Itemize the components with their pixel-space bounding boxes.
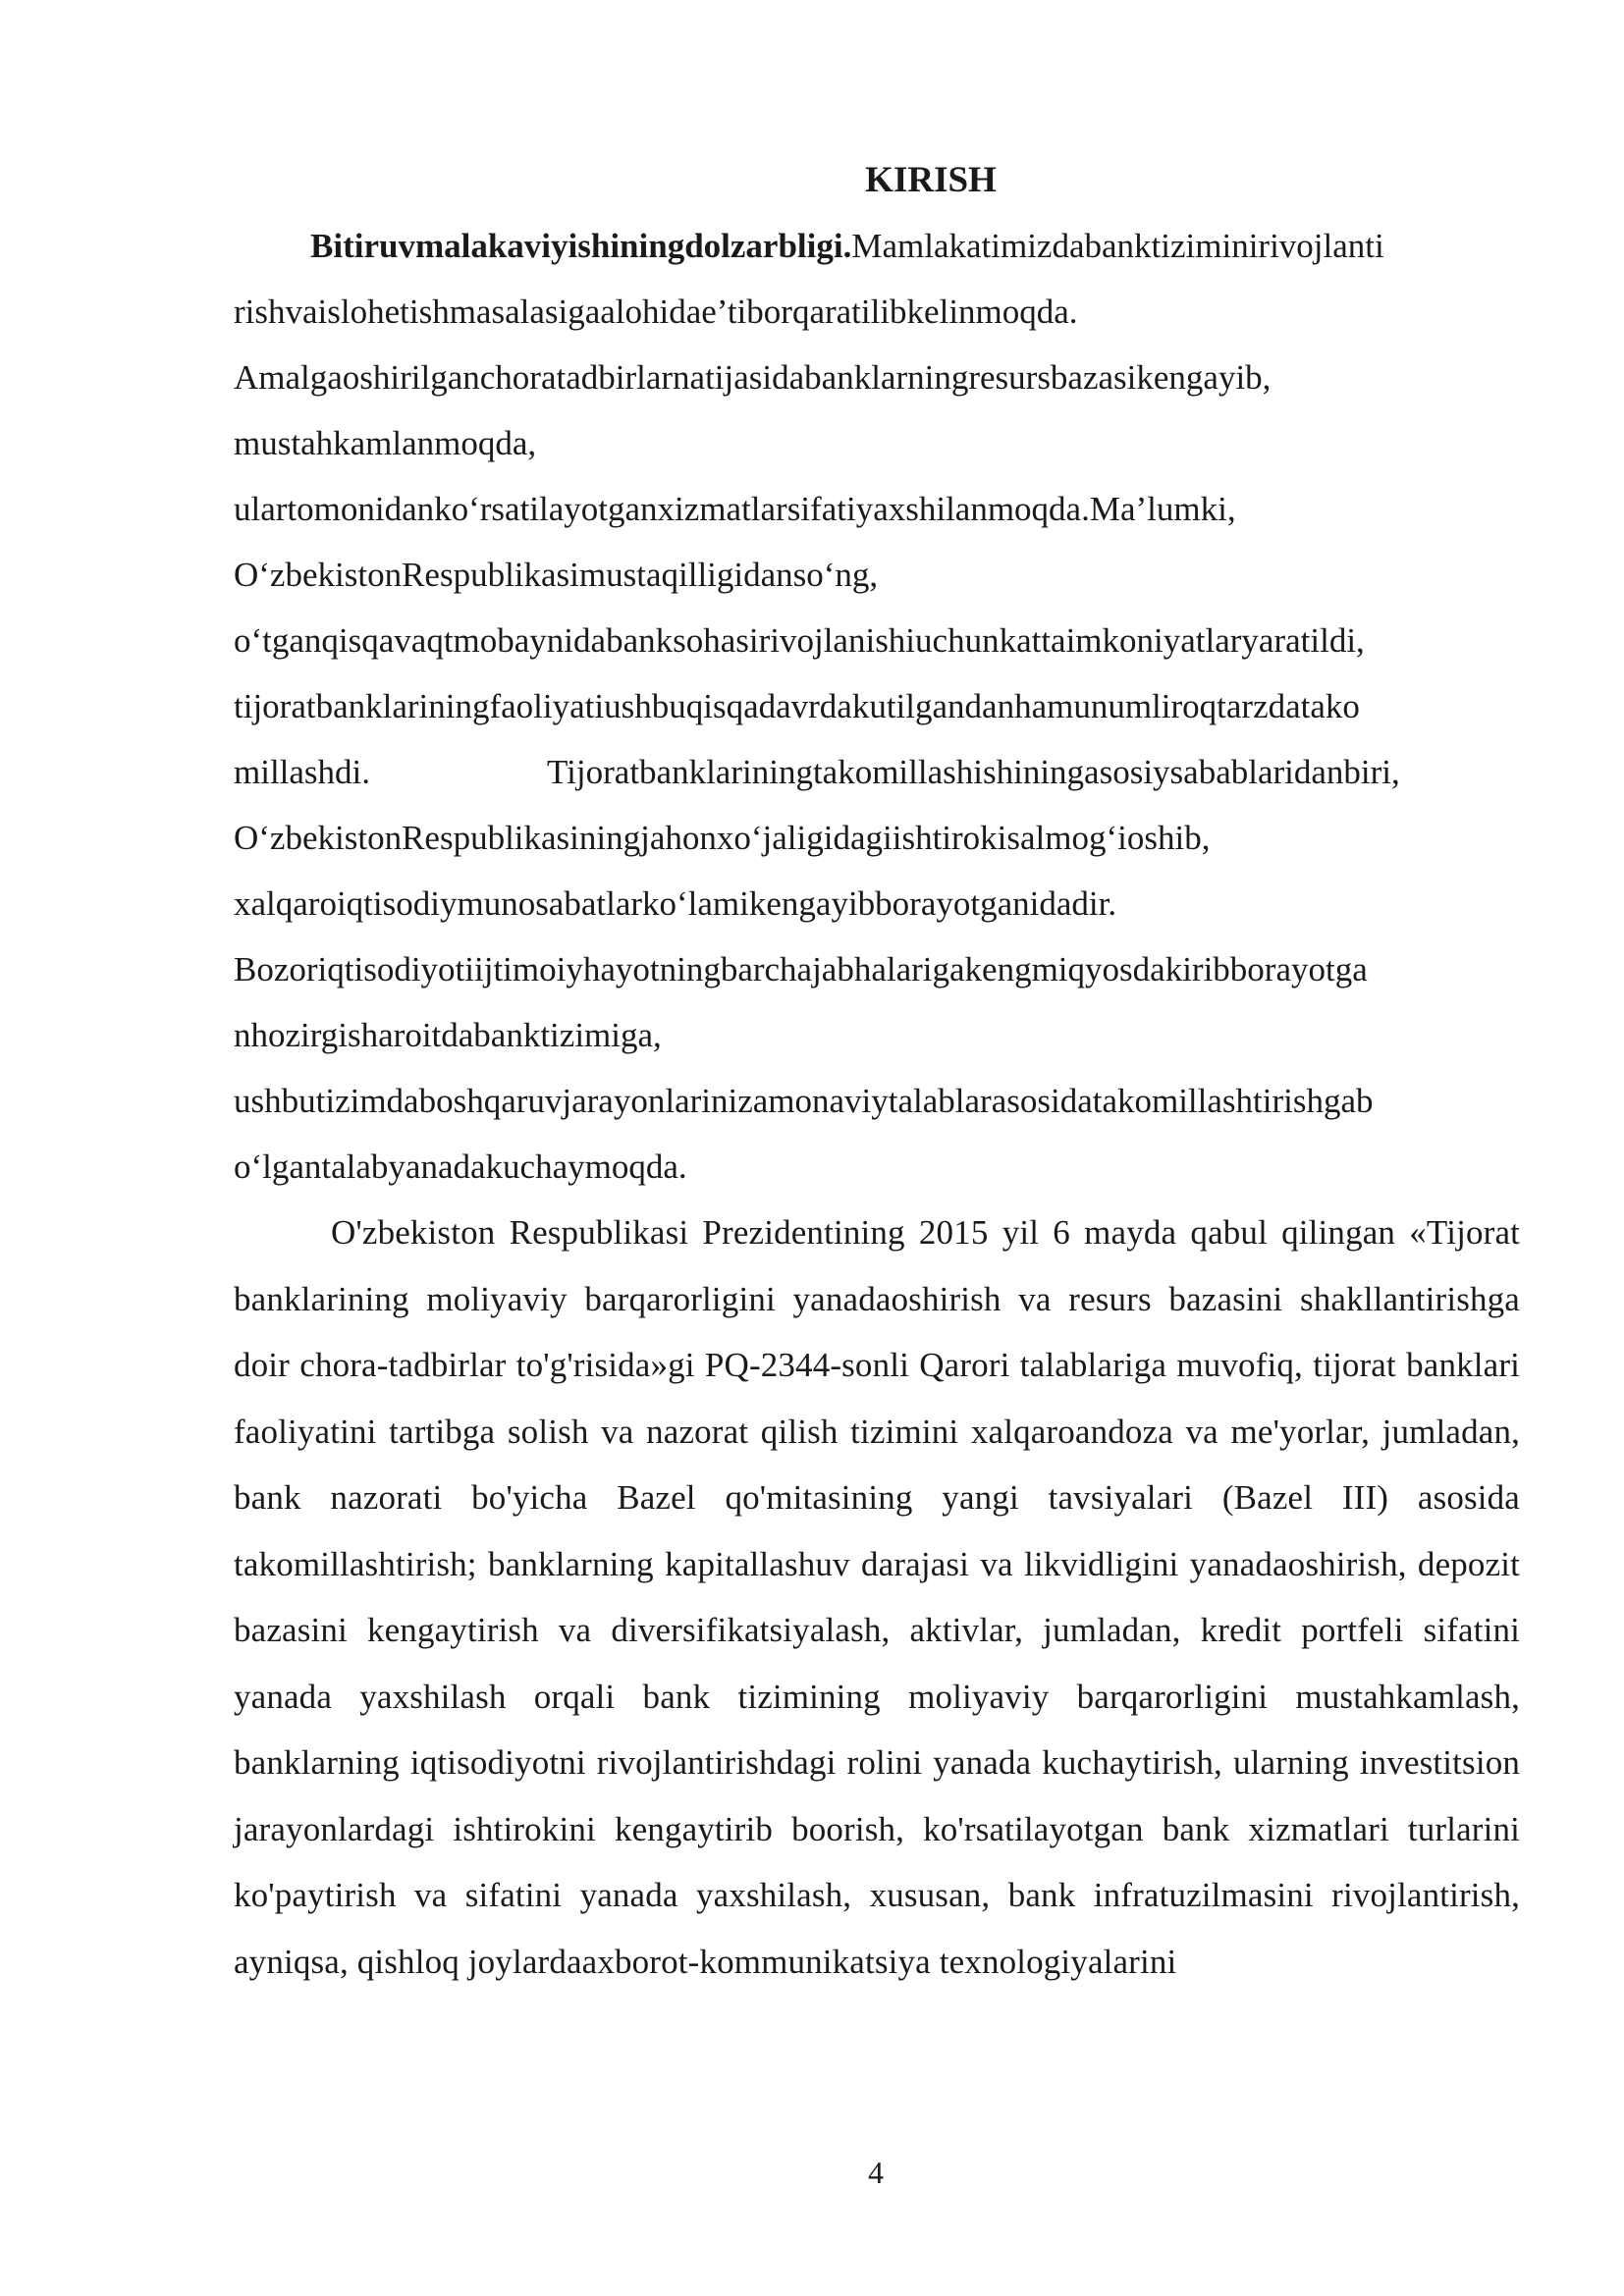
paragraph-lead: Bitiruvmalakaviyishiningdolzarbligi. bbox=[310, 227, 852, 265]
paragraph-line: xalqaroiqtisodiymunosabatlarko‘lamikengayibborayotganidadir. bbox=[234, 884, 1117, 923]
decree-paragraph: O'zbekiston Respublikasi Prezidentining 2015 yil 6 mayda qabul qilingan «Tijorat banklarining moliyaviy barqarorligini yanadaoshirish va resurs bazasini shakllantirishga doir chora-tadbirlar to'g'risida»gi PQ-2344-sonli Qarori talablariga muvofiq, tijorat banklari faoliyatini tartibga solish va nazorat qilish tizimini xalqaroandoza va me'yorlar, jumladan, bank nazorati bo'yicha Bazel qo'mitasining yangi tavsiyalari (Bazel III) asosida takomillashtirish; banklarning kapitallashuv darajasi va likvidligini yanadaoshirish, depozit bazasini kengaytirish va diversifikatsiyalash, aktivlar, jumladan, kredit portfeli sifatini yanada yaxshilash orqali bank tizimining moliyaviy barqarorligini mustahkamlash, banklarning iqtisodiyotni rivojlantirishdagi rolini yanada kuchaytirish, ularning investitsion jarayonlardagi ishtirokini kengaytirib boorish, ko'rsatilayotgan bank xizmatlari turlarini ko'paytirish va sifatini yanada yaxshilash, xususan, bank infratuzilmasini rivojlantirish, ayniqsa, qishloq joylardaaxborot-kommunikatsiya texnologiyalarini bbox=[234, 1213, 1520, 1981]
paragraph-line: nhozirgisharoitdabanktizimiga, bbox=[234, 1016, 662, 1054]
paragraph-line: mustahkamlanmoqda, bbox=[234, 424, 537, 462]
paragraph-line: ulartomonidanko‘rsatilayotganxizmatlarsifatiyaxshilanmoqda.Ma’lumki, bbox=[234, 490, 1236, 528]
intro-paragraph bbox=[234, 213, 1520, 1200]
paragraph-line: Amalgaoshirilganchoratadbirlarnatijasidabanklarningresursbazasikengayib, bbox=[234, 358, 1272, 397]
paragraph-line: O‘zbekistonRespublikasimustaqilligidanso‘ng, bbox=[234, 556, 879, 594]
paragraph-line: Bozoriqtisodiyotiijtimoiyhayotningbarchajabhalarigakengmiqyosdakiribborayotga bbox=[234, 950, 1368, 988]
page-number: 4 bbox=[868, 2155, 884, 2190]
page-heading: KIRISH bbox=[865, 160, 997, 200]
paragraph-line: O‘zbekistonRespublikasiningjahonxo‘jaligidagiishtirokisalmog‘ioshib, bbox=[234, 819, 1211, 857]
paragraph-line: Tijoratbanklariningtakomillashishiningasosiysabablaridanbiri, bbox=[547, 753, 1400, 791]
paragraph-line: rishvaislohetishmasalasigaalohidae’tiborqaratilibkelinmoqda. bbox=[234, 293, 1078, 331]
paragraph-line: millashdi. bbox=[234, 753, 371, 791]
page-content bbox=[234, 147, 1520, 1995]
paragraph-line: ushbutizimdaboshqaruvjarayonlarinizamonaviytalablarasosidatakomillashtirishgab bbox=[234, 1082, 1374, 1120]
paragraph-line: tijoratbanklariningfaoliyatiushbuqisqadavrdakutilgandanhamunumliroqtarzdatako bbox=[234, 687, 1360, 725]
paragraph-line: Mamlakatimizdabanktiziminirivojlanti bbox=[851, 227, 1384, 265]
paragraph-line: o‘tganqisqavaqtmobaynidabanksohasirivojlanishiuchunkattaimkoniyatlaryaratildi, bbox=[234, 621, 1365, 660]
paragraph-line: o‘lgantalabyanadakuchaymoqda. bbox=[234, 1148, 687, 1186]
